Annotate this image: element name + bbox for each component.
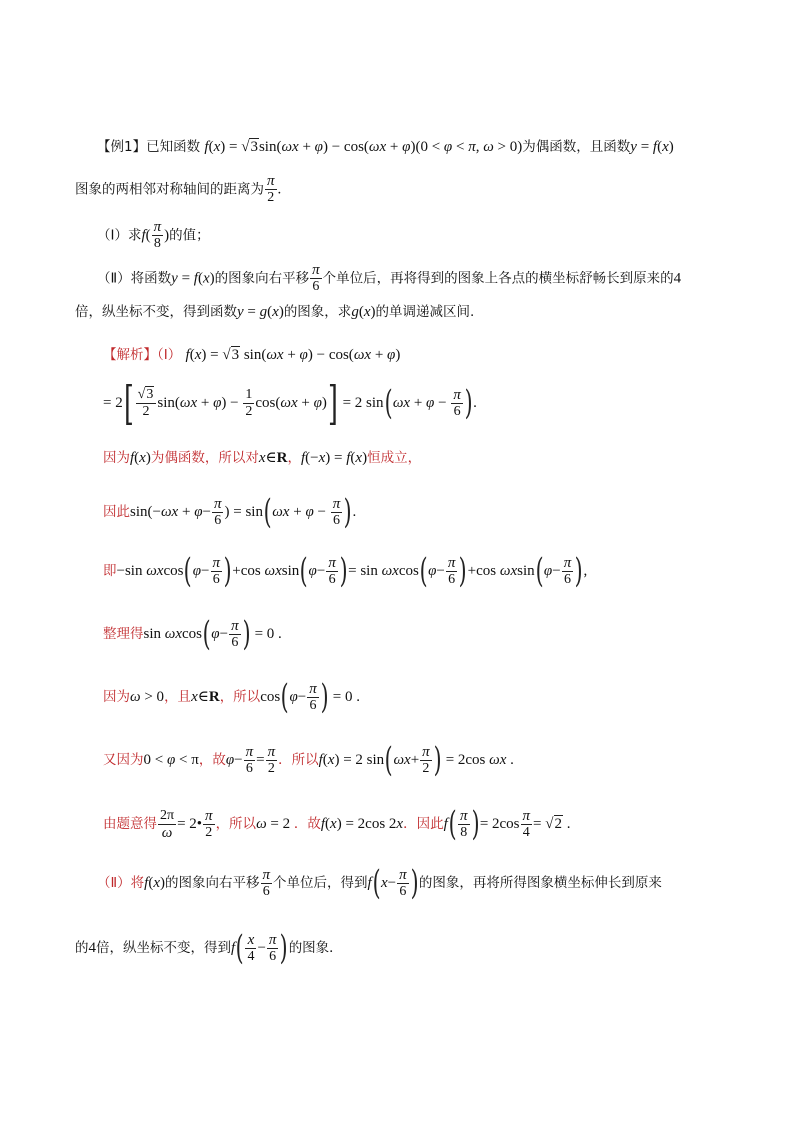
solution-line-3: 因为f(x)为偶函数，所以对x∈R，f(−x) = f(x)恒成立， [103, 450, 422, 466]
solution-line-6: 整理得sin ωxcos(φ− $\frac{\pi}{6}$ ) = 0 . [103, 614, 282, 654]
solution-line-1: 【解析】（Ⅰ） f(x) = √3 sin(ωx + φ) − cos(ωx + φ) [103, 347, 401, 363]
distance-fraction: $\frac{\pi}{2}$ [267, 173, 275, 205]
solution-part2-line-2: 的4倍，纵坐标不变，得到f( $\frac{x}{4}$ − $\frac{\pi}{6}$ )的图象． [75, 928, 343, 968]
solution-line-7: 因为ω > 0，且x∈R，所以cos(φ− $\frac{\pi}{6}$ ) = 0 . [103, 677, 360, 717]
part2-question-line-2: 倍，纵坐标不变，得到函数y = g(x)的图象，求g(x)的单调递减区间. [75, 304, 475, 320]
problem-line-1: 【例1】已知函数 f(x) = √3sin(ωx + φ) − cos(ωx + φ)(0 < φ < π, ω > 0)为偶函数，且函数y = f(x) [97, 139, 674, 155]
part1-question: （Ⅰ）求f( $\frac{\pi}{8}$ )的值； [97, 219, 210, 251]
solution-line-2: = 2[ $\frac{√3}{2}$ sin(ωx + φ) − $\frac{1}{2}$ cos(ωx + φ)] = 2 sin(ωx + φ − $\frac{\pi}{6}$ ). [103, 376, 477, 430]
solution-part2-line-1: （Ⅱ）将f(x)的图象向右平移 $\frac{\pi}{6}$ 个单位后，得到f(x− $\frac{\pi}{6}$ )的图象，再将所得图象横坐标伸长到原来 [97, 863, 662, 903]
solution-head: 【解析】 [103, 347, 157, 363]
solution-line-4: 因此sin(−ωx + φ− $\frac{\pi}{6}$ ) = sin(ωx + φ − $\frac{\pi}{6}$ ). [103, 492, 357, 532]
solution-line-8: 又因为0 < φ < π，故φ− $\frac{\pi}{6}$ = $\frac{\pi}{2}$ ．所以f(x) = 2 sin(ωx+ $\frac{\pi}{2}$ ) = 2cos ωx . [103, 740, 514, 780]
part2-question-line-1: （Ⅱ）将函数y = f(x)的图象向右平移 $\frac{\pi}{6}$ 个单位后，再将得到的图象上各点的横坐标舒畅长到原来的4 [97, 262, 682, 294]
problem-line-2: 图象的两相邻对称轴间的距离为 $\frac{\pi}{2}$ . [75, 173, 282, 205]
example-label: 【例1】 [97, 139, 147, 155]
solution-line-9: 由题意得 $\frac{2\pi}{\omega}$ = 2• $\frac{\pi}{2}$ ，所以ω = 2 ．故f(x) = 2cos 2x．因此f( $\frac{\pi}{8}$ )= 2cos $\frac{\pi}{4}$ = √2 . [103, 804, 571, 844]
solution-line-5: 即−sin ωxcos(φ− $\frac{\pi}{6}$ )+cos ωxsin(φ− $\frac{\pi}{6}$ )= sin ωxcos(φ− $\frac{\pi}{6}$ )+cos ωxsin(φ− $\frac{\pi}{6}$ ), [103, 551, 588, 591]
